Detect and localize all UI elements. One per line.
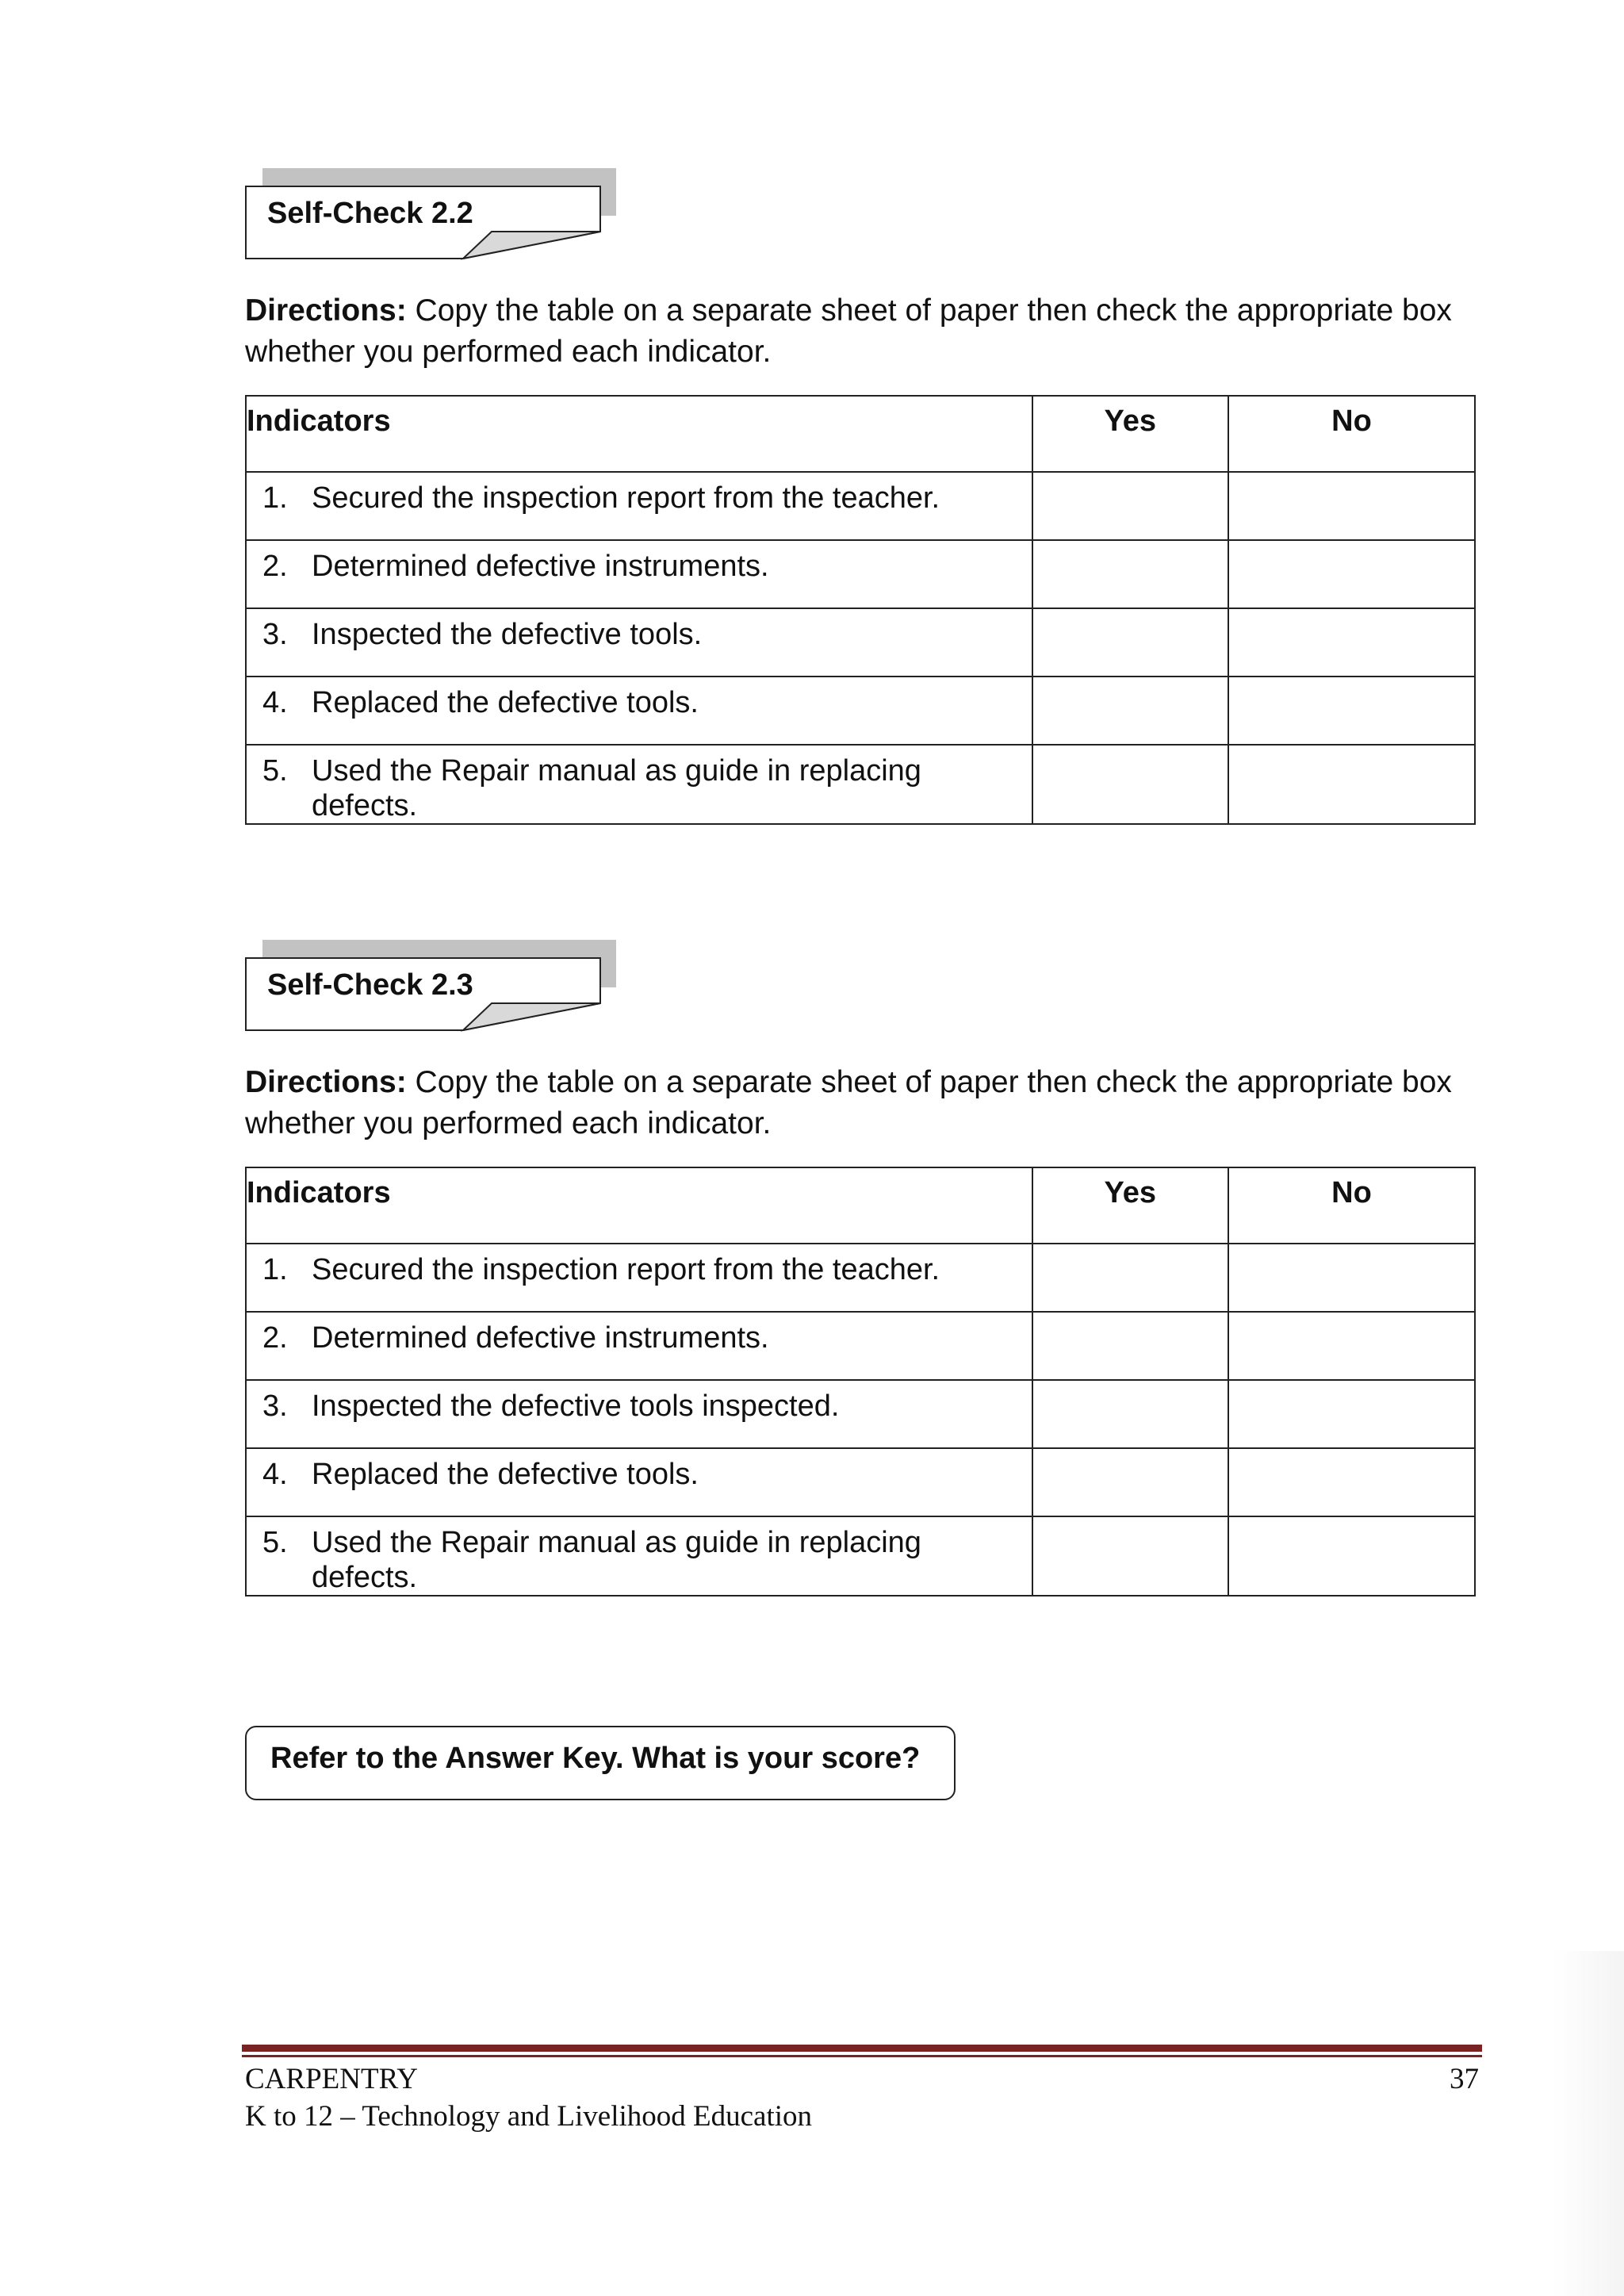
row-text: Determined defective instruments.	[312, 550, 769, 583]
row-text: Inspected the defective tools.	[312, 618, 703, 651]
no-checkbox-cell[interactable]	[1228, 1380, 1475, 1448]
self-check-title: Self-Check 2.3	[267, 968, 473, 1002]
no-checkbox-cell[interactable]	[1228, 1448, 1475, 1516]
page-number: 37	[1450, 2063, 1479, 2095]
self-check-title: Self-Check 2.2	[267, 197, 473, 230]
yes-checkbox-cell[interactable]	[1032, 1312, 1228, 1380]
self-check-section-2	[245, 940, 1476, 1596]
no-checkbox-cell[interactable]	[1228, 1516, 1475, 1596]
indicator-cell	[246, 1448, 1032, 1516]
row-number: 3.	[262, 1389, 288, 1423]
row-number: 1.	[262, 481, 288, 515]
indicator-cell	[246, 1312, 1032, 1380]
indicator-cell	[246, 472, 1032, 540]
table-row	[246, 608, 1475, 677]
row-number: 4.	[262, 686, 288, 719]
no-checkbox-cell[interactable]	[1228, 472, 1475, 540]
row-text: Used the Repair manual as guide in replacing defects.	[312, 754, 921, 822]
page-edge-shade	[1553, 1951, 1624, 2296]
no-checkbox-cell[interactable]	[1228, 1312, 1475, 1380]
row-text: Replaced the defective tools.	[312, 1458, 699, 1491]
row-number: 2.	[262, 1321, 288, 1355]
table-row	[246, 1448, 1475, 1516]
no-checkbox-cell[interactable]	[1228, 745, 1475, 824]
directions-text: Copy the table on a separate sheet of paper then check the appropriate box whether you performed each indicator.	[245, 1065, 1452, 1140]
directions	[245, 1062, 1476, 1144]
score-prompt-box	[245, 1726, 956, 1800]
score-prompt: Refer to the Answer Key. What is your score?	[270, 1742, 921, 1775]
self-check-tab	[245, 940, 618, 1033]
yes-checkbox-cell[interactable]	[1032, 1448, 1228, 1516]
footer-course: K to 12 – Technology and Livelihood Education	[245, 2100, 813, 2133]
yes-checkbox-cell[interactable]	[1032, 608, 1228, 677]
row-text: Inspected the defective tools inspected.	[312, 1389, 840, 1423]
footer-text	[245, 2060, 812, 2135]
indicator-cell	[246, 1244, 1032, 1312]
row-number: 5.	[262, 754, 288, 788]
row-text: Used the Repair manual as guide in replacing defects.	[312, 1526, 921, 1594]
row-text: Secured the inspection report from the teacher.	[312, 1253, 940, 1286]
row-text: Replaced the defective tools.	[312, 686, 699, 719]
table-row	[246, 472, 1475, 540]
row-number: 3.	[262, 618, 288, 651]
no-checkbox-cell[interactable]	[1228, 540, 1475, 608]
self-check-tab	[245, 168, 618, 262]
header-indicators: Indicators	[246, 396, 1032, 472]
no-checkbox-cell[interactable]	[1228, 677, 1475, 745]
row-number: 1.	[262, 1253, 288, 1286]
footer-rule-thin	[242, 2055, 1482, 2057]
footer-subject: CARPENTRY	[245, 2063, 418, 2095]
directions	[245, 290, 1476, 373]
table-row	[246, 540, 1475, 608]
indicator-cell	[246, 745, 1032, 824]
header-no: No	[1228, 396, 1475, 472]
header-yes: Yes	[1032, 396, 1228, 472]
yes-checkbox-cell[interactable]	[1032, 1244, 1228, 1312]
footer-rule	[242, 2045, 1482, 2052]
indicator-table	[245, 395, 1476, 825]
no-checkbox-cell[interactable]	[1228, 608, 1475, 677]
yes-checkbox-cell[interactable]	[1032, 745, 1228, 824]
indicator-cell	[246, 540, 1032, 608]
indicator-cell	[246, 608, 1032, 677]
indicator-table	[245, 1167, 1476, 1596]
table-row	[246, 1244, 1475, 1312]
yes-checkbox-cell[interactable]	[1032, 540, 1228, 608]
yes-checkbox-cell[interactable]	[1032, 1380, 1228, 1448]
yes-checkbox-cell[interactable]	[1032, 1516, 1228, 1596]
header-no: No	[1228, 1167, 1475, 1244]
indicator-cell	[246, 1380, 1032, 1448]
directions-lead: Directions:	[245, 293, 407, 328]
row-number: 4.	[262, 1458, 288, 1491]
table-row	[246, 677, 1475, 745]
row-text: Secured the inspection report from the teacher.	[312, 481, 940, 515]
table-row	[246, 745, 1475, 824]
indicator-cell	[246, 677, 1032, 745]
table-header-row	[246, 396, 1475, 472]
table-row	[246, 1516, 1475, 1596]
directions-lead: Directions:	[245, 1065, 407, 1099]
self-check-section-1	[245, 168, 1476, 825]
row-text: Determined defective instruments.	[312, 1321, 769, 1355]
yes-checkbox-cell[interactable]	[1032, 472, 1228, 540]
no-checkbox-cell[interactable]	[1228, 1244, 1475, 1312]
table-row	[246, 1380, 1475, 1448]
header-yes: Yes	[1032, 1167, 1228, 1244]
table-row	[246, 1312, 1475, 1380]
header-indicators: Indicators	[246, 1167, 1032, 1244]
yes-checkbox-cell[interactable]	[1032, 677, 1228, 745]
directions-text: Copy the table on a separate sheet of paper then check the appropriate box whether you performed each indicator.	[245, 293, 1452, 369]
row-number: 5.	[262, 1526, 288, 1559]
indicator-cell	[246, 1516, 1032, 1596]
table-header-row	[246, 1167, 1475, 1244]
row-number: 2.	[262, 550, 288, 583]
